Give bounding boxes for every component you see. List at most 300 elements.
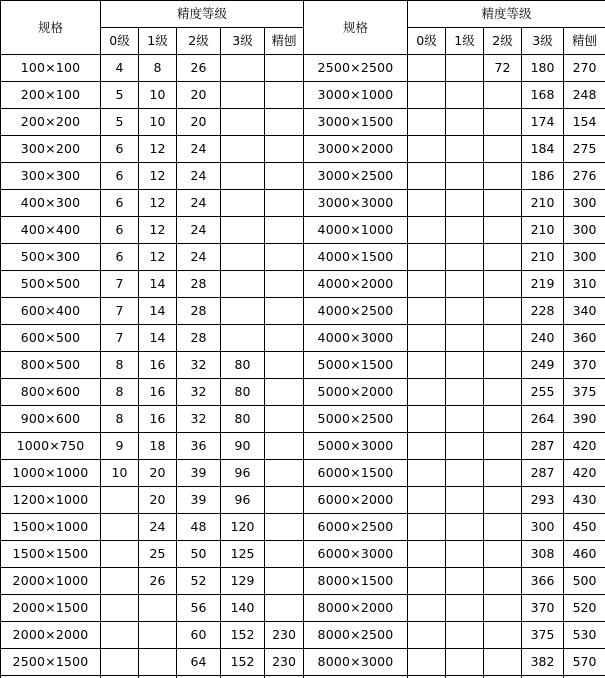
- cell-left-g3: 120: [221, 514, 265, 541]
- cell-left-gj: [265, 325, 304, 352]
- cell-left-g1: 25: [139, 541, 177, 568]
- header-grade-left-0: 0级: [101, 28, 139, 55]
- cell-right-gj: 530: [564, 622, 605, 649]
- cell-left-g1: 12: [139, 217, 177, 244]
- cell-left-g3: [221, 298, 265, 325]
- cell-spec-right: 4000×1500: [304, 244, 408, 271]
- table-row: [1, 460, 605, 487]
- cell-right-g0: [408, 568, 446, 595]
- cell-right-gj: 300: [564, 217, 605, 244]
- cell-left-g2: 36: [177, 433, 221, 460]
- cell-left-gj: 230: [265, 622, 304, 649]
- cell-left-g0: [101, 622, 139, 649]
- cell-right-g3: 382: [522, 649, 564, 676]
- table-row: [1, 433, 605, 460]
- table-row: [1, 271, 605, 298]
- cell-left-g1: 20: [139, 460, 177, 487]
- cell-left-g1: 12: [139, 190, 177, 217]
- table-row: [1, 109, 605, 136]
- cell-right-g3: 293: [522, 487, 564, 514]
- cell-right-g1: [446, 595, 484, 622]
- table-row: [1, 298, 605, 325]
- cell-left-g1: 14: [139, 298, 177, 325]
- cell-left-g0: 5: [101, 109, 139, 136]
- cell-left-g3: [221, 271, 265, 298]
- header-spec-right: 规格: [304, 1, 408, 55]
- cell-left-g1: [139, 595, 177, 622]
- cell-right-g1: [446, 82, 484, 109]
- cell-left-gj: [265, 109, 304, 136]
- cell-spec-left: 1000×1000: [1, 460, 101, 487]
- cell-left-g2: 20: [177, 82, 221, 109]
- cell-left-g0: 7: [101, 298, 139, 325]
- cell-spec-left: 2000×1500: [1, 595, 101, 622]
- cell-left-g0: 4: [101, 55, 139, 82]
- cell-right-g2: [484, 109, 522, 136]
- cell-left-gj: [265, 55, 304, 82]
- cell-left-g1: [139, 649, 177, 676]
- cell-right-g2: [484, 460, 522, 487]
- cell-left-gj: [265, 190, 304, 217]
- cell-spec-right: 8000×3000: [304, 649, 408, 676]
- cell-right-gj: 270: [564, 55, 605, 82]
- cell-right-g0: [408, 136, 446, 163]
- cell-left-gj: [265, 163, 304, 190]
- cell-right-gj: 520: [564, 595, 605, 622]
- cell-left-g3: [221, 217, 265, 244]
- cell-right-g1: [446, 514, 484, 541]
- cell-left-g0: [101, 514, 139, 541]
- table-row: [1, 379, 605, 406]
- cell-right-g1: [446, 163, 484, 190]
- table-row: [1, 325, 605, 352]
- cell-left-gj: [265, 487, 304, 514]
- cell-left-g0: 6: [101, 244, 139, 271]
- cell-right-gj: 420: [564, 433, 605, 460]
- cell-right-g3: 240: [522, 325, 564, 352]
- cell-left-g2: 39: [177, 460, 221, 487]
- cell-left-g2: 24: [177, 163, 221, 190]
- cell-left-g1: 20: [139, 487, 177, 514]
- cell-right-g1: [446, 298, 484, 325]
- cell-right-g0: [408, 271, 446, 298]
- cell-left-gj: [265, 379, 304, 406]
- header-grade-right-1: 1级: [446, 28, 484, 55]
- cell-spec-left: 1500×1000: [1, 514, 101, 541]
- header-grade-left-2: 2级: [177, 28, 221, 55]
- cell-right-gj: 390: [564, 406, 605, 433]
- cell-left-gj: [265, 568, 304, 595]
- cell-left-g3: 80: [221, 352, 265, 379]
- cell-right-g1: [446, 190, 484, 217]
- cell-spec-left: 900×600: [1, 406, 101, 433]
- cell-right-g3: 264: [522, 406, 564, 433]
- cell-left-gj: [265, 433, 304, 460]
- cell-right-g0: [408, 325, 446, 352]
- cell-left-g1: 14: [139, 271, 177, 298]
- cell-right-g2: [484, 244, 522, 271]
- cell-right-g0: [408, 109, 446, 136]
- cell-spec-left: 400×400: [1, 217, 101, 244]
- cell-right-g0: [408, 514, 446, 541]
- cell-spec-left: 800×500: [1, 352, 101, 379]
- cell-right-g2: [484, 163, 522, 190]
- cell-right-g0: [408, 622, 446, 649]
- cell-left-g0: [101, 541, 139, 568]
- header-grade-left-1: 1级: [139, 28, 177, 55]
- cell-left-g2: 28: [177, 325, 221, 352]
- table-row: [1, 541, 605, 568]
- cell-left-g2: 28: [177, 298, 221, 325]
- cell-left-g0: [101, 649, 139, 676]
- cell-right-g2: [484, 649, 522, 676]
- cell-right-gj: 360: [564, 325, 605, 352]
- cell-right-g2: [484, 82, 522, 109]
- cell-right-g3: 249: [522, 352, 564, 379]
- cell-right-g2: [484, 136, 522, 163]
- cell-right-gj: 275: [564, 136, 605, 163]
- cell-left-g3: 96: [221, 460, 265, 487]
- cell-spec-left: 1200×1000: [1, 487, 101, 514]
- cell-left-g3: [221, 55, 265, 82]
- cell-right-g1: [446, 487, 484, 514]
- cell-right-g2: [484, 271, 522, 298]
- cell-right-g1: [446, 649, 484, 676]
- cell-left-g0: [101, 487, 139, 514]
- cell-right-g3: 210: [522, 190, 564, 217]
- cell-spec-right: 5000×1500: [304, 352, 408, 379]
- cell-left-g0: 8: [101, 406, 139, 433]
- cell-spec-right: 3000×3000: [304, 190, 408, 217]
- cell-spec-left: 200×100: [1, 82, 101, 109]
- cell-left-g3: [221, 109, 265, 136]
- cell-left-g3: 152: [221, 649, 265, 676]
- cell-right-g3: 184: [522, 136, 564, 163]
- cell-left-g2: 32: [177, 406, 221, 433]
- cell-spec-right: 5000×2500: [304, 406, 408, 433]
- header-grade-right-3: 3级: [522, 28, 564, 55]
- cell-spec-right: 3000×1000: [304, 82, 408, 109]
- cell-left-g3: 80: [221, 379, 265, 406]
- cell-left-gj: [265, 460, 304, 487]
- cell-left-g0: 6: [101, 190, 139, 217]
- cell-left-g2: 28: [177, 271, 221, 298]
- cell-spec-left: 2500×1500: [1, 649, 101, 676]
- cell-left-g3: 80: [221, 406, 265, 433]
- cell-spec-left: 500×300: [1, 244, 101, 271]
- cell-right-g0: [408, 406, 446, 433]
- cell-right-g0: [408, 433, 446, 460]
- table-row: [1, 595, 605, 622]
- cell-spec-left: 300×200: [1, 136, 101, 163]
- cell-left-gj: [265, 271, 304, 298]
- cell-right-g1: [446, 406, 484, 433]
- cell-right-g2: [484, 568, 522, 595]
- header-grade-right-2: 2级: [484, 28, 522, 55]
- cell-right-g0: [408, 541, 446, 568]
- table-row: [1, 55, 605, 82]
- cell-left-g3: 125: [221, 541, 265, 568]
- cell-left-g1: 26: [139, 568, 177, 595]
- table-row: [1, 217, 605, 244]
- cell-left-g0: [101, 595, 139, 622]
- cell-right-g0: [408, 217, 446, 244]
- cell-right-g1: [446, 433, 484, 460]
- cell-right-g0: [408, 244, 446, 271]
- cell-left-g3: 152: [221, 622, 265, 649]
- cell-right-g0: [408, 487, 446, 514]
- header-row-top: [1, 1, 605, 28]
- cell-right-g1: [446, 271, 484, 298]
- cell-spec-left: 2000×2000: [1, 622, 101, 649]
- cell-right-g0: [408, 163, 446, 190]
- header-grade-group-right: 精度等级: [408, 1, 605, 28]
- cell-left-gj: 230: [265, 649, 304, 676]
- table-row: [1, 622, 605, 649]
- cell-left-g2: 56: [177, 595, 221, 622]
- cell-left-g0: 10: [101, 460, 139, 487]
- table-row: [1, 568, 605, 595]
- header-grade-group-left: 精度等级: [101, 1, 304, 28]
- cell-right-g1: [446, 217, 484, 244]
- cell-left-gj: [265, 217, 304, 244]
- cell-right-g2: [484, 190, 522, 217]
- cell-spec-left: 600×500: [1, 325, 101, 352]
- cell-spec-left: 2000×1000: [1, 568, 101, 595]
- cell-left-g3: 96: [221, 487, 265, 514]
- cell-left-g1: 12: [139, 244, 177, 271]
- cell-right-g3: 370: [522, 595, 564, 622]
- cell-left-g3: [221, 136, 265, 163]
- cell-left-gj: [265, 352, 304, 379]
- cell-right-gj: 300: [564, 190, 605, 217]
- cell-right-g2: [484, 406, 522, 433]
- cell-spec-right: 4000×2000: [304, 271, 408, 298]
- table-row: [1, 136, 605, 163]
- cell-right-g1: [446, 352, 484, 379]
- cell-left-g1: 10: [139, 82, 177, 109]
- table-row: [1, 649, 605, 676]
- header-grade-right-0: 0级: [408, 28, 446, 55]
- cell-right-g2: [484, 487, 522, 514]
- cell-spec-right: 8000×1500: [304, 568, 408, 595]
- cell-spec-right: 3000×1500: [304, 109, 408, 136]
- cell-right-gj: 310: [564, 271, 605, 298]
- cell-right-g0: [408, 55, 446, 82]
- cell-left-g2: 26: [177, 55, 221, 82]
- cell-right-g3: 287: [522, 433, 564, 460]
- cell-left-g2: 48: [177, 514, 221, 541]
- cell-left-gj: [265, 82, 304, 109]
- cell-spec-left: 1000×750: [1, 433, 101, 460]
- cell-left-g2: 50: [177, 541, 221, 568]
- cell-left-g0: 9: [101, 433, 139, 460]
- cell-spec-right: 6000×3000: [304, 541, 408, 568]
- cell-left-g2: 24: [177, 136, 221, 163]
- cell-right-g2: [484, 352, 522, 379]
- cell-left-g1: 14: [139, 325, 177, 352]
- cell-right-g1: [446, 136, 484, 163]
- cell-left-g2: 60: [177, 622, 221, 649]
- cell-spec-right: 4000×1000: [304, 217, 408, 244]
- cell-spec-right: 8000×2000: [304, 595, 408, 622]
- cell-spec-right: 6000×2000: [304, 487, 408, 514]
- table-row: [1, 163, 605, 190]
- cell-left-g1: [139, 622, 177, 649]
- cell-right-g0: [408, 379, 446, 406]
- cell-left-g0: 6: [101, 217, 139, 244]
- table-row: [1, 82, 605, 109]
- cell-left-g0: 8: [101, 379, 139, 406]
- cell-right-g0: [408, 460, 446, 487]
- header-grade-left-4: 精刨: [265, 28, 304, 55]
- cell-right-g1: [446, 541, 484, 568]
- cell-right-gj: 450: [564, 514, 605, 541]
- cell-right-gj: 370: [564, 352, 605, 379]
- cell-right-g2: 72: [484, 55, 522, 82]
- cell-right-gj: 340: [564, 298, 605, 325]
- cell-left-g0: 8: [101, 352, 139, 379]
- cell-right-gj: 570: [564, 649, 605, 676]
- cell-left-g2: 64: [177, 649, 221, 676]
- cell-left-g3: 129: [221, 568, 265, 595]
- cell-spec-left: 1500×1500: [1, 541, 101, 568]
- header-grade-right-4: 精刨: [564, 28, 605, 55]
- cell-right-gj: 500: [564, 568, 605, 595]
- cell-right-g1: [446, 55, 484, 82]
- cell-right-g0: [408, 82, 446, 109]
- cell-right-g2: [484, 217, 522, 244]
- cell-spec-left: 600×400: [1, 298, 101, 325]
- header-spec-left: 规格: [1, 1, 101, 55]
- cell-right-gj: 276: [564, 163, 605, 190]
- cell-left-g0: [101, 568, 139, 595]
- cell-right-g2: [484, 325, 522, 352]
- cell-left-g2: 32: [177, 352, 221, 379]
- cell-left-g2: 24: [177, 217, 221, 244]
- cell-right-gj: 154: [564, 109, 605, 136]
- cell-left-g1: 16: [139, 352, 177, 379]
- cell-spec-left: 500×500: [1, 271, 101, 298]
- cell-spec-left: 200×200: [1, 109, 101, 136]
- cell-left-g3: [221, 163, 265, 190]
- cell-left-gj: [265, 244, 304, 271]
- cell-right-g1: [446, 325, 484, 352]
- cell-left-g3: [221, 325, 265, 352]
- cell-right-g2: [484, 541, 522, 568]
- cell-left-g2: 20: [177, 109, 221, 136]
- cell-right-g2: [484, 298, 522, 325]
- cell-right-g1: [446, 622, 484, 649]
- cell-spec-right: 4000×2500: [304, 298, 408, 325]
- cell-right-gj: 248: [564, 82, 605, 109]
- cell-left-g0: 6: [101, 163, 139, 190]
- cell-spec-left: 800×600: [1, 379, 101, 406]
- cell-right-g3: 180: [522, 55, 564, 82]
- cell-spec-right: 2500×2500: [304, 55, 408, 82]
- cell-spec-right: 5000×2000: [304, 379, 408, 406]
- cell-spec-right: 4000×3000: [304, 325, 408, 352]
- cell-left-g1: 10: [139, 109, 177, 136]
- cell-left-g2: 52: [177, 568, 221, 595]
- cell-left-g3: [221, 190, 265, 217]
- cell-right-gj: 430: [564, 487, 605, 514]
- cell-left-g2: 32: [177, 379, 221, 406]
- cell-right-g1: [446, 460, 484, 487]
- cell-right-g3: 228: [522, 298, 564, 325]
- cell-spec-right: 3000×2000: [304, 136, 408, 163]
- cell-right-g1: [446, 109, 484, 136]
- cell-right-g0: [408, 190, 446, 217]
- cell-left-g3: 90: [221, 433, 265, 460]
- cell-right-g3: 168: [522, 82, 564, 109]
- cell-right-gj: 300: [564, 244, 605, 271]
- cell-right-g3: 219: [522, 271, 564, 298]
- cell-right-g2: [484, 379, 522, 406]
- cell-right-g2: [484, 433, 522, 460]
- cell-right-g2: [484, 622, 522, 649]
- table-row: [1, 487, 605, 514]
- cell-left-g3: 140: [221, 595, 265, 622]
- cell-left-g0: 6: [101, 136, 139, 163]
- cell-right-g3: 174: [522, 109, 564, 136]
- table-row: [1, 406, 605, 433]
- cell-right-g3: 255: [522, 379, 564, 406]
- table-row: [1, 244, 605, 271]
- cell-right-g3: 210: [522, 244, 564, 271]
- cell-left-gj: [265, 136, 304, 163]
- cell-spec-right: 8000×2500: [304, 622, 408, 649]
- table-head: [1, 1, 605, 55]
- cell-left-gj: [265, 298, 304, 325]
- cell-right-g0: [408, 595, 446, 622]
- cell-right-g1: [446, 244, 484, 271]
- cell-right-g3: 300: [522, 514, 564, 541]
- cell-left-g0: 7: [101, 271, 139, 298]
- cell-spec-right: 3000×2500: [304, 163, 408, 190]
- cell-right-g3: 287: [522, 460, 564, 487]
- cell-right-g2: [484, 514, 522, 541]
- cell-spec-right: 5000×3000: [304, 433, 408, 460]
- cell-right-g3: 375: [522, 622, 564, 649]
- cell-spec-left: 400×300: [1, 190, 101, 217]
- cell-left-g1: 18: [139, 433, 177, 460]
- cell-right-g0: [408, 649, 446, 676]
- cell-left-g1: 16: [139, 406, 177, 433]
- cell-right-gj: 420: [564, 460, 605, 487]
- cell-left-g2: 24: [177, 244, 221, 271]
- cell-left-gj: [265, 514, 304, 541]
- cell-spec-right: 6000×2500: [304, 514, 408, 541]
- cell-right-g3: 366: [522, 568, 564, 595]
- cell-left-g1: 12: [139, 163, 177, 190]
- cell-left-g2: 39: [177, 487, 221, 514]
- cell-left-g1: 16: [139, 379, 177, 406]
- cell-left-g1: 12: [139, 136, 177, 163]
- header-grade-left-3: 3级: [221, 28, 265, 55]
- cell-right-g3: 210: [522, 217, 564, 244]
- cell-spec-right: 6000×1500: [304, 460, 408, 487]
- cell-right-g1: [446, 568, 484, 595]
- cell-right-g3: 186: [522, 163, 564, 190]
- cell-left-g1: 8: [139, 55, 177, 82]
- cell-left-g2: 24: [177, 190, 221, 217]
- cell-left-gj: [265, 406, 304, 433]
- cell-left-g3: [221, 244, 265, 271]
- cell-right-g0: [408, 298, 446, 325]
- table-row: [1, 352, 605, 379]
- cell-left-g3: [221, 82, 265, 109]
